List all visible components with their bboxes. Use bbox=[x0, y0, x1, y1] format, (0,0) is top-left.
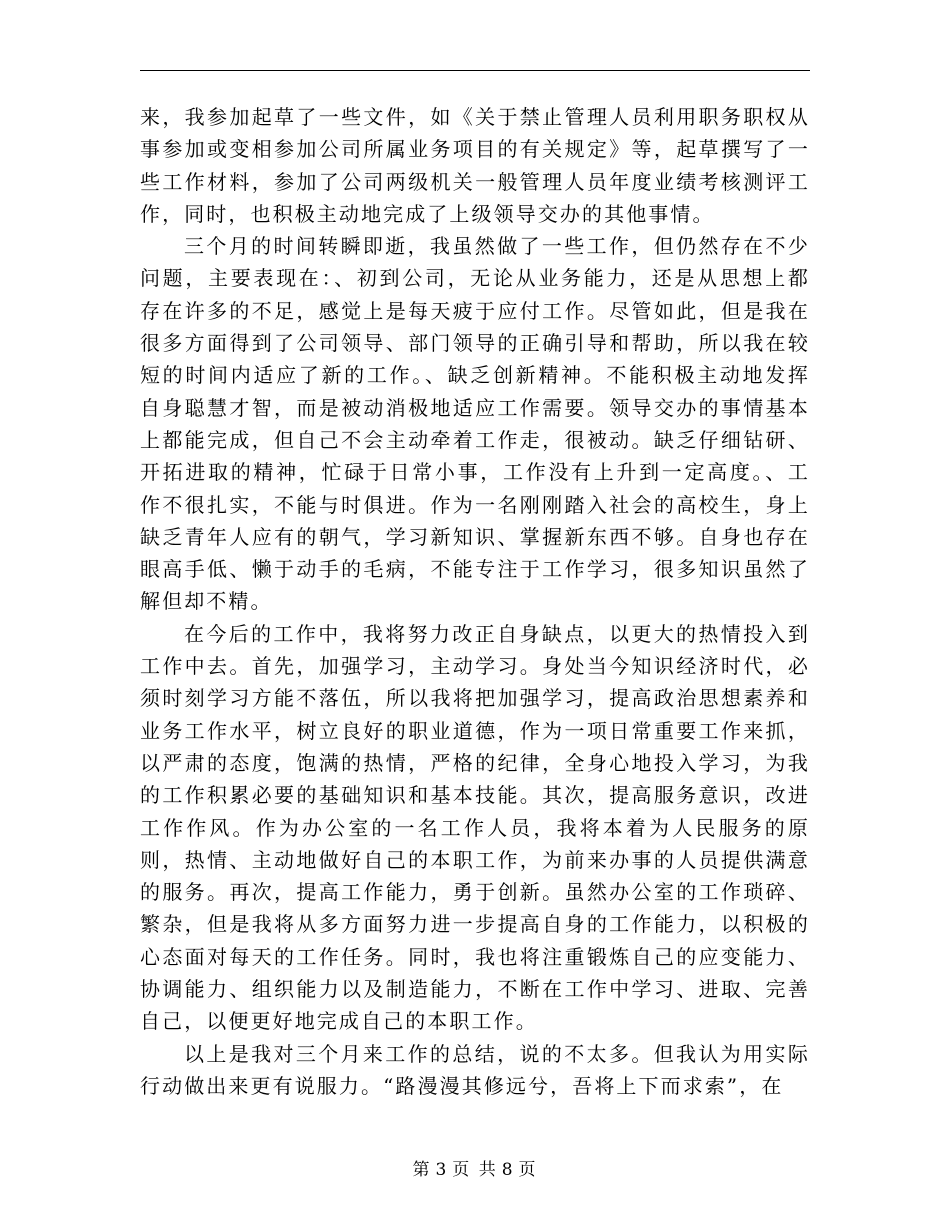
page-number-total: 8 bbox=[501, 1160, 515, 1180]
page-number-current: 3 bbox=[435, 1160, 449, 1180]
footer-suffix: 页 bbox=[518, 1160, 538, 1180]
paragraph-continuation: 来，我参加起草了一些文件，如《关于禁止管理人员利用职务职权从事参加或变相参加公司所属业务项目的有关规定》等，起草撰写了一些工作材料，参加了公司两级机关一般管理人员年度业绩考核测评工作，同时，也积极主动地完成了上级领导交办的其他事情。 bbox=[140, 105, 810, 226]
paragraph-plans: 在今后的工作中，我将努力改正自身缺点，以更大的热情投入到工作中去。首先，加强学习，主动学习。身处当今知识经济时代，必须时刻学习方能不落伍，所以我将把加强学习，提高政治思想素养和业务工作水平，树立良好的职业道德，作为一项日常重要工作来抓，以严肃的态度，饱满的热情，严格的纪律，全身心地投入学习，为我的工作积累必要的基础知识和基本技能。其次，提高服务意识，改进工作作风。作为办公室的一名工作人员，我将本着为人民服务的原则，热情、主动地做好自己的本职工作，为前来办事的人员提供满意的服务。再次，提高工作能力，勇于创新。虽然办公室的工作琐碎、繁杂，但是我将从多方面努力进一步提高自身的工作能力，以积极的心态面对每天的工作任务。同时，我也将注重锻炼自己的应变能力、协调能力、组织能力以及制造能力，不断在工作中学习、进取、完善自己，以便更好地完成自己的本职工作。 bbox=[140, 621, 810, 1034]
header-rule bbox=[140, 70, 810, 71]
page-footer bbox=[0, 1155, 950, 1180]
footer-middle: 页 共 bbox=[452, 1160, 498, 1180]
footer-prefix: 第 bbox=[412, 1160, 432, 1180]
paragraph-conclusion: 以上是我对三个月来工作的总结，说的不太多。但我认为用实际行动做出来更有说服力。“路漫漫其修远兮，吾将上下而求索”，在 bbox=[140, 1041, 810, 1098]
document-body bbox=[140, 101, 810, 1102]
paragraph-problems: 三个月的时间转瞬即逝，我虽然做了一些工作，但仍然存在不少问题，主要表现在：、初到公司，无论从业务能力，还是从思想上都存在许多的不足，感觉上是每天疲于应付工作。尽管如此，但是我在很多方面得到了公司领导、部门领导的正确引导和帮助，所以我在较短的时间内适应了新的工作。、缺乏创新精神。不能积极主动地发挥自身聪慧才智，而是被动消极地适应工作需要。领导交办的事情基本上都能完成，但自己不会主动牵着工作走，很被动。缺乏仔细钻研、开拓进取的精神，忙碌于日常小事，工作没有上升到一定高度。、工作不很扎实，不能与时俱进。作为一名刚刚踏入社会的高校生，身上缺乏青年人应有的朝气，学习新知识、掌握新东西不够。自身也存在眼高手低、懒于动手的毛病，不能专注于工作学习，很多知识虽然了解但却不精。 bbox=[140, 234, 810, 614]
